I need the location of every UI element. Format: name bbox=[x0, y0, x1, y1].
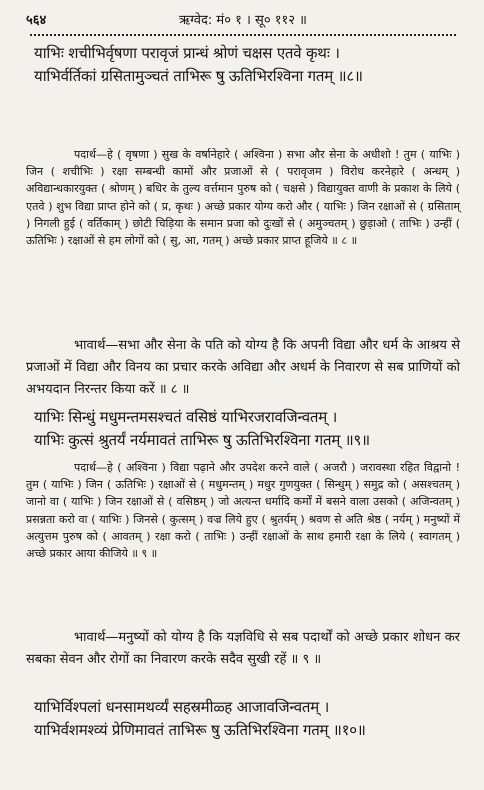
verse-line: याभिः शचीभिर्वृषणा परावृजं प्रान्धं श्रोणं चक्षस एतवे कृथः । bbox=[34, 44, 340, 62]
verse-line: याभिर्वर्तिकां ग्रसितामुञ्चतं ताभिरू षु ऊतिभिरश्विना गतम् ॥८॥ bbox=[34, 67, 363, 85]
page-number: ५६४ bbox=[26, 13, 47, 28]
mantra-8-padartha: पदार्थ—हे ( वृषणा ) सुख के वर्षानेहारे ( अश्विना ) सभा और सेना के अधीशो ! तुम ( याभिः ) जिन ( शचीभिः ) रक्षा सम्बन्धी कामों और प्रजाओं से ( परावृजम ) विरोध करनेहारे ( अन्धम् ) अविद्यान्धकारयुक्त ( श्रोणम् ) बधिर के तुल्य वर्त्तमान पुरुष को ( चक्षसे ) विद्यायुक्त वाणी के प्रकाश के लिये ( एतवे ) शुभ विद्या प्राप्त होने को ( प्र, कृथः ) अच्छे प्रकार योग्य करो और ( याभिः ) जिन रक्षाओं से ( ग्रसिताम् ) निगली हुई ( वर्तिकाम् ) छोटी चिड़िया के समान प्रजा को दुःखों से ( अमुञ्चतम् ) छुड़ाओ ( ताभिः ) उन्हीं ( ऊतिभिः ) रक्षाओं से हम लोगों को ( सु, आ, गतम् ) अच्छे प्रकार प्राप्त हूजिये ॥ ८ ॥ bbox=[26, 148, 460, 248]
mantra-9-verse bbox=[34, 406, 464, 452]
verse-line: याभिः कुत्सं श्रुतर्यं नर्यमावतं ताभिरू षु ऊतिभिरश्विना गतम् ॥९॥ bbox=[34, 431, 370, 449]
header-divider bbox=[30, 34, 456, 36]
mantra-8-verse bbox=[34, 42, 464, 88]
verse-line: याभिर्वशमश्व्यं प्रेणिमावतं ताभिरू षु ऊतिभिरश्विना गतम् ॥१०॥ bbox=[34, 721, 366, 739]
page-header bbox=[26, 10, 460, 32]
mantra-10-verse bbox=[34, 696, 464, 742]
mantra-9-bhavartha: भावार्थ—मनुष्यों को योग्य है कि यज्ञविधि से सब पदार्थों को अच्छे प्रकार शोधन कर सबका सेवन और रोगों का निवारण करके सदैव सुखी रहें ॥ ९ ॥ bbox=[26, 630, 460, 667]
verse-line: याभिर्विश्पलां धनसामथर्व्यं सहस्रमीळ्ह आजावजिन्वतम् । bbox=[34, 698, 330, 716]
mantra-9-padartha: पदार्थ—हे ( अश्विना ) विद्या पढ़ाने और उपदेश करने वाले ( अजरौ ) जरावस्था रहित विद्वानो ! तुम ( याभिः ) जिन ( ऊतिभिः ) रक्षाओं से ( मधुमन्तम् ) मधुर गुणयुक्त ( सिन्धुम् ) समुद्र को ( असश्चतम् ) जानो वा ( याभिः ) जिन रक्षाओं से ( वसिष्ठम् ) जो अत्यन्त धर्मादि कर्मों में बसने वाला उसको ( अजिन्वतम् ) प्रसन्नता करो वा ( याभिः ) जिनसे ( कुत्सम् ) वज्र लिये हुए ( श्रुतर्यम् ) श्रवण से अति श्रेष्ठ ( नर्यम् ) मनुष्यों में अत्युत्तम पुरुष को ( आवतम् ) रक्षा करो ( ताभिः ) उन्हीं रक्षाओं के साथ हमारी रक्षा के लिये ( स्वागतम् ) अच्छे प्रकार आया कीजिये ॥ ९ ॥ bbox=[26, 461, 460, 561]
running-title: ऋग्वेद: मं० १ । सू० ११२ ॥ bbox=[179, 13, 307, 28]
mantra-8-bhavartha: भावार्थ—सभा और सेना के पति को योग्य है कि अपनी विद्या और धर्म के आश्रय से प्रजाओं में विद्या और विनय का प्रचार करके अविद्या और अधर्म के निवारण से सब प्राणियों को अभयदान निरन्तर किया करें ॥ ८ ॥ bbox=[26, 338, 460, 397]
verse-line: याभिः सिन्धुं मधुमन्तमसश्चतं वसिष्ठं याभिरजरावजिन्वतम् । bbox=[34, 408, 338, 426]
